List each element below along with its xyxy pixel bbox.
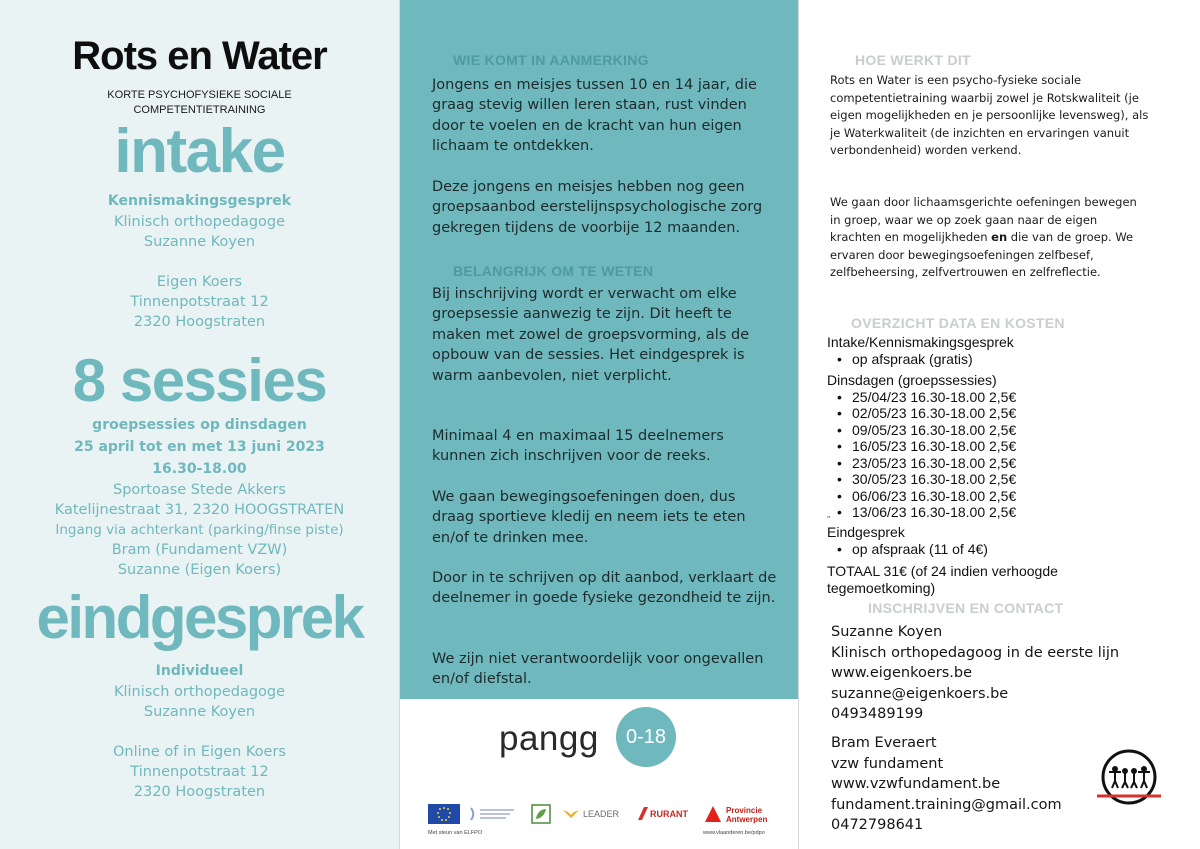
intake-name: Suzanne Koyen — [143, 234, 256, 250]
sponsor-caption-left: Met steun van ELFPO — [428, 830, 483, 836]
session-date-item: • 13/06/23 16.30-18.00 2,5€ — [835, 504, 1016, 521]
how-paragraph-2 — [830, 194, 1150, 282]
sessions-line-3: 16.30-18.00 — [152, 461, 247, 477]
total-line-2: tegemoetkoming) — [827, 579, 936, 596]
important-paragraph-3: We gaan bewegingsoefeningen doen, dus draag sportieve kledij en neem iets te eten en/of te drinken mee. — [432, 489, 746, 546]
brand-subtitle — [0, 88, 399, 118]
session-date-item: • 25/04/23 16.30-18.00 2,5€ — [835, 389, 1016, 406]
overview-total — [827, 563, 1058, 596]
brand-title: Rots en Water — [72, 34, 327, 78]
contact-2-org: vzw fundament — [831, 755, 944, 772]
session-date-item: • 06/06/23 16.30-18.00 2,5€ — [835, 488, 1016, 505]
how-paragraph-2-bold: en — [991, 230, 1008, 245]
overview-sessions-list — [835, 389, 1016, 521]
overview-intake — [827, 334, 1014, 367]
provincie-line-2: Antwerpen — [726, 815, 768, 824]
overview-final — [827, 524, 988, 557]
contact-1-website-link[interactable]: www.eigenkoers.be — [831, 665, 973, 682]
intake-place: Eigen Koers — [156, 274, 243, 290]
final-section — [0, 584, 399, 651]
column-divider-right — [798, 0, 799, 849]
provincie-line-1: Provincie — [726, 806, 763, 815]
final-street: Tinnenpotstraat 12 — [130, 764, 269, 780]
sessions-entrance: Ingang via achterkant (parking/finse piste) — [55, 522, 344, 538]
overview-intake-item: • op afspraak (gratis) — [835, 351, 1014, 368]
column-divider-left — [399, 0, 400, 849]
heading-contact: INSCHRIJVEN EN CONTACT — [868, 600, 1064, 616]
intake-role: Klinisch orthopedagoge — [113, 214, 286, 230]
contact-2-phone: 0472798641 — [831, 817, 924, 834]
session-date-item: • 16/05/23 16.30-18.00 2,5€ — [835, 438, 1016, 455]
middle-column — [399, 0, 799, 849]
how-paragraph-1: Rots en Water is een psycho-fysieke sociale competentietraining waarbij zowel je Rotskwaliteit (je eigen mogelijkheden en je persoonlijke levensweg), als je Waterkwaliteit (de inzichten en ervaringen vanuit verbondenheid) worden verkend. — [830, 73, 1149, 158]
brand-header — [0, 34, 399, 79]
final-heading: eindgesprek — [36, 584, 363, 651]
overview-sessions — [827, 372, 1016, 521]
fundament-logo-icon — [1091, 748, 1167, 808]
contact-suzanne — [831, 622, 1119, 725]
intake-heading: intake — [114, 117, 285, 186]
overview-final-list — [835, 541, 988, 558]
final-type: Individueel — [155, 663, 244, 679]
sessions-details — [0, 414, 399, 580]
heading-who: WIE KOMT IN AANMERKING — [453, 52, 649, 68]
sessions-line-1: groepsessies op dinsdagen — [92, 417, 307, 433]
final-name: Suzanne Koyen — [143, 704, 256, 720]
overview-sessions-label: Dinsdagen (groepssessies) — [827, 372, 997, 388]
heading-how: HOE WERKT DIT — [855, 52, 971, 68]
overview-final-item: • op afspraak (11 of 4€) — [835, 541, 988, 558]
important-paragraph-2: Minimaal 4 en maximaal 15 deelnemers kunnen zich inschrijven voor de reeks. — [432, 428, 724, 465]
heading-overview: OVERZICHT DATA EN KOSTEN — [851, 315, 1065, 331]
sessions-leader-1: Bram (Fundament VZW) — [111, 542, 288, 558]
contact-1-email-link[interactable]: suzanne@eigenkoers.be — [831, 685, 1009, 702]
session-date-item: • 02/05/23 16.30-18.00 2,5€ — [835, 405, 1016, 422]
rurant-logo-text: RURANT — [650, 809, 688, 819]
sessions-line-2: 25 april tot en met 13 juni 2023 — [74, 439, 325, 455]
eu-flag-icon — [428, 804, 460, 824]
intake-street: Tinnenpotstraat 12 — [130, 294, 269, 310]
sessions-address: Katelijnestraat 31, 2320 HOOGSTRATEN — [54, 502, 345, 518]
overview-final-label: Eindgesprek — [827, 524, 905, 540]
pdpo-leaf-icon — [531, 804, 551, 824]
subtitle-line-1: KORTE PSYCHOFYSIEKE SOCIALE — [107, 89, 292, 101]
sessions-leader-2: Suzanne (Eigen Koers) — [117, 562, 282, 578]
important-paragraph-5: We zijn niet verantwoordelijk voor ongevallen en/of diefstal. — [432, 651, 764, 688]
leader-bird-icon — [561, 804, 581, 824]
final-city: 2320 Hoogstraten — [133, 784, 266, 800]
right-column — [799, 0, 1200, 849]
important-paragraph-4: Door in te schrijven op dit aanbod, verklaart de deelnemer in goede fysieke gezondheid te zijn. — [432, 570, 777, 607]
session-date-item: • 23/05/23 16.30-18.00 2,5€ — [835, 455, 1016, 472]
rurant-swoosh-icon — [636, 804, 650, 824]
final-place: Online of in Eigen Koers — [112, 744, 286, 760]
final-role: Klinisch orthopedagoge — [113, 684, 286, 700]
sponsor-caption-right: www.vlaanderen.be/pdpo — [703, 830, 765, 836]
leader-logo-text: LEADER — [583, 809, 620, 819]
overview-intake-label: Intake/Kennismakingsgesprek — [827, 334, 1014, 350]
sessions-venue: Sportoase Stede Akkers — [113, 482, 286, 498]
subtitle-line-2: COMPETENTIETRAINING — [133, 104, 266, 116]
contact-1-phone: 0493489199 — [831, 706, 924, 723]
who-paragraph-2: Deze jongens en meisjes hebben nog geen groepsaanbod eerstelijnspsychologische zorg gekregen tijdens de voorbije 12 maanden. — [432, 179, 763, 236]
sessions-heading: 8 sessies — [72, 347, 327, 414]
provincie-logo-text — [726, 804, 767, 824]
middle-teal-panel — [399, 0, 799, 699]
heading-important: BELANGRIJK OM TE WETEN — [453, 263, 654, 279]
intake-details — [0, 190, 399, 332]
intake-type: Kennismakingsgesprek — [107, 193, 292, 209]
who-paragraph-1: Jongens en meisjes tussen 10 en 14 jaar, die graag stevig willen leren staan, rust vinden door te voelen en de kracht van hun eigen lichaam te ontdekken. — [432, 77, 757, 155]
contact-2-name: Bram Everaert — [831, 735, 937, 751]
pangg-logo-text: pangg — [499, 719, 599, 758]
contact-1-name: Suzanne Koyen — [831, 624, 943, 640]
intake-city: 2320 Hoogstraten — [133, 314, 266, 330]
intake-section — [0, 117, 399, 186]
contact-1-role: Klinisch orthopedagoog in de eerste lijn — [831, 644, 1120, 661]
contact-bram — [831, 733, 1062, 836]
session-date-item: • 30/05/23 16.30-18.00 2,5€ — [835, 471, 1016, 488]
flanders-logo-icon — [468, 804, 518, 824]
contact-2-email-link[interactable]: fundament.training@gmail.com — [831, 796, 1062, 813]
pangg-logo-badge: 0-18 — [616, 707, 676, 767]
how-paragraph-2-b: die van de groep. We ervaren door bewegingsoefeningen zelfbesef, zelfbeheersing, zelfvertrouwen en zelfreflectie. — [830, 230, 1134, 280]
total-line-1: TOTAAL 31€ (of 24 indien verhoogde — [827, 563, 1058, 579]
overview-intake-list — [835, 351, 1014, 368]
important-paragraph-1: Bij inschrijving wordt er verwacht om elke groepsessie aanwezig te zijn. Dit heeft te maken met zowel de groepsvorming, als de opbouw van de sessies. Het eindgesprek is warm aanbevolen, niet verplicht. — [432, 286, 750, 384]
provincie-triangle-icon — [704, 804, 722, 824]
stray-quote-mark: " — [827, 515, 831, 523]
sessions-section — [0, 347, 399, 414]
contact-2-website-link[interactable]: www.vzwfundament.be — [831, 776, 1001, 793]
pangg-logo — [499, 705, 719, 769]
how-paragraph-2-a: We gaan door lichaamsgerichte oefeningen bewegen in groep, waar we op zoek gaan naar de eigen krachten en mogelijkheden — [830, 195, 1137, 245]
left-column — [0, 0, 399, 849]
sponsor-logos — [428, 804, 778, 828]
session-date-item: • 09/05/23 16.30-18.00 2,5€ — [835, 422, 1016, 439]
final-details — [0, 660, 399, 802]
